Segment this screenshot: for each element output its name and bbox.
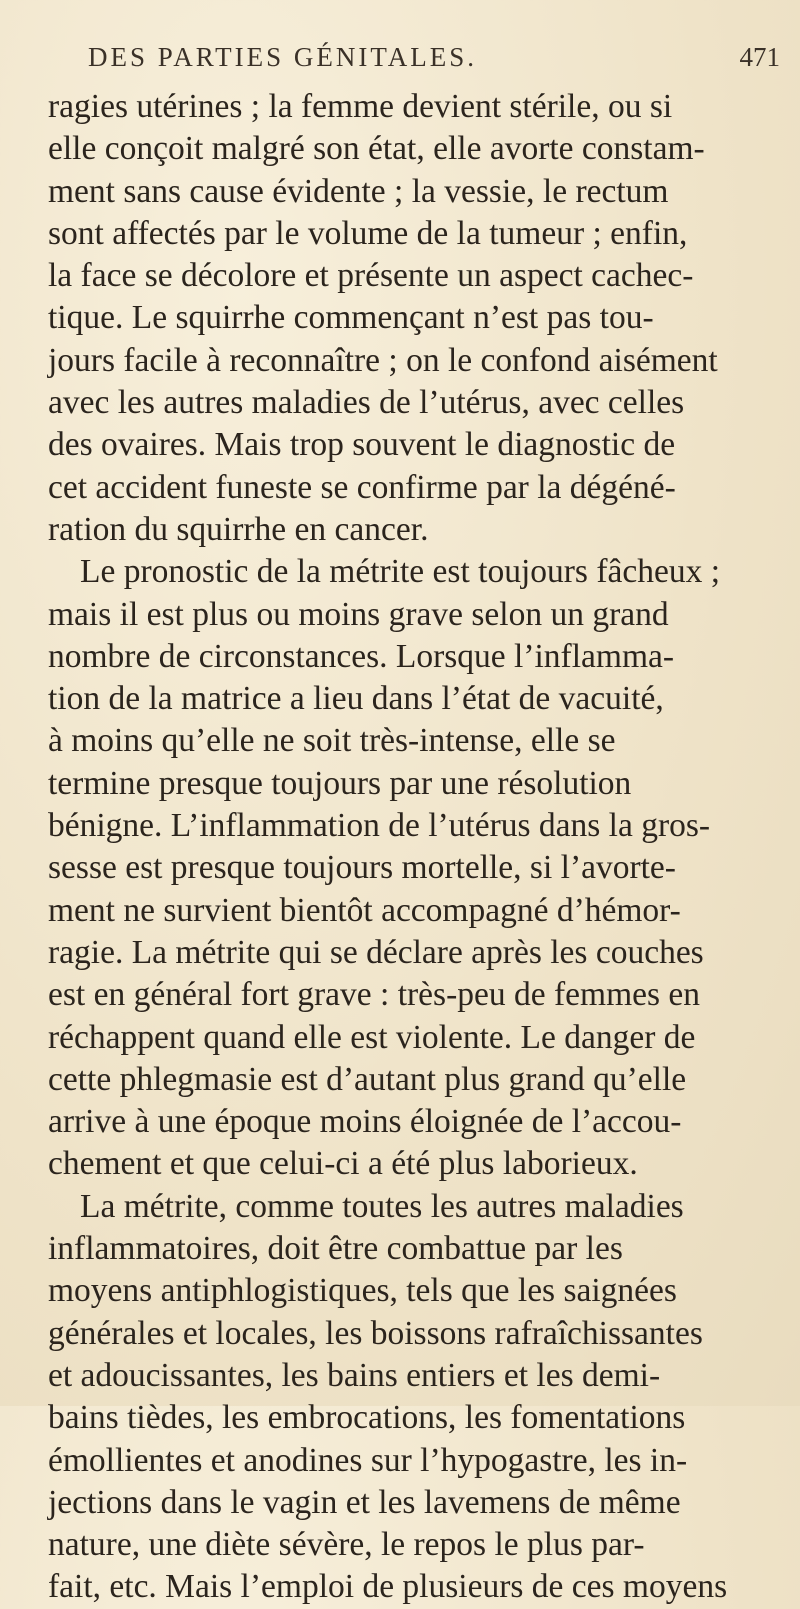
text-line: la face se décolore et présente un aspect cachec- (48, 257, 694, 295)
text-line: nature, une diète sévère, le repos le plus par- (48, 1526, 645, 1564)
text-line: moyens antiphlogistiques, tels que les saignées (48, 1272, 677, 1310)
text-line: émollientes et anodines sur l’hypogastre, les in- (48, 1441, 688, 1479)
running-title: DES PARTIES GÉNITALES. (88, 42, 477, 72)
text-line: jections dans le vagin et les lavemens de même (48, 1483, 681, 1521)
text-line: ment sans cause évidente ; la vessie, le rectum (48, 172, 669, 210)
body-text (48, 86, 764, 1609)
text-line: nombre de circonstances. Lorsque l’inflamma- (48, 637, 675, 675)
text-line: tique. Le squirrhe commençant n’est pas tou- (48, 299, 654, 337)
text-line: sont affectés par le volume de la tumeur ; enfin, (48, 214, 688, 252)
text-line: réchappent quand elle est violente. Le danger de (48, 1018, 696, 1056)
text-line: générales et locales, les boissons rafraîchissantes (48, 1314, 703, 1352)
text-line: elle conçoit malgré son état, elle avorte constam- (48, 130, 705, 168)
text-line: arrive à une époque moins éloignée de l’accou- (48, 1103, 682, 1141)
text-line: des ovaires. Mais trop souvent le diagnostic de (48, 426, 676, 464)
text-line: mais il est plus ou moins grave selon un grand (48, 595, 669, 633)
page-number: 471 (739, 42, 780, 72)
text-line: sesse est presque toujours mortelle, si l’avorte- (48, 849, 676, 887)
text-line: ragies utérines ; la femme devient stérile, ou si (48, 88, 673, 125)
text-line: est en général fort grave : très-peu de femmes en (48, 976, 701, 1014)
text-line: termine presque toujours par une résolution (48, 764, 632, 802)
text-line: ragie. La métrite qui se déclare après les couches (48, 933, 704, 971)
text-line: fait, etc. Mais l’emploi de plusieurs de ces moyens (48, 1568, 728, 1606)
text-line: inflammatoires, doit être combattue par les (48, 1230, 623, 1268)
text-line: avec les autres maladies de l’utérus, avec celles (48, 384, 685, 422)
text-line: tion de la matrice a lieu dans l’état de vacuité, (48, 680, 664, 718)
text-line: ration du squirrhe en cancer. (48, 510, 429, 548)
text-line: ment ne survient bientôt accompagné d’hémor- (48, 891, 681, 929)
text-line: Le pronostic de la métrite est toujours fâcheux ; (80, 553, 721, 591)
text-line: cet accident funeste se confirme par la dégéné- (48, 468, 676, 506)
text-line: et adoucissantes, les bains entiers et les demi- (48, 1356, 661, 1394)
text-line: à moins qu’elle ne soit très-intense, elle se (48, 722, 616, 760)
text-line: bains tièdes, les embrocations, les fomentations (48, 1399, 686, 1437)
text-line: cette phlegmasie est d’autant plus grand qu’elle (48, 1060, 687, 1098)
page-header (88, 42, 780, 84)
text-line: bénigne. L’inflammation de l’utérus dans la gros- (48, 807, 711, 845)
text-line: chement et que celui-ci a été plus laborieux. (48, 1145, 638, 1183)
text-line: La métrite, comme toutes les autres maladies (80, 1187, 684, 1225)
text-line: jours facile à reconnaître ; on le confond aisément (48, 341, 718, 379)
